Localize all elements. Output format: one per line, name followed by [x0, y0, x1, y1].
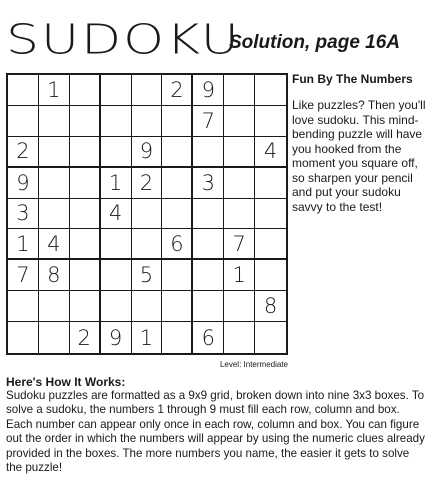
sudoku-cell: 1 [101, 168, 132, 199]
sudoku-cell [224, 75, 255, 106]
sudoku-cell [70, 75, 101, 106]
difficulty-level: Level: Intermediate [219, 360, 288, 369]
sidebar-body: Like puzzles? Then you'll love sudoku. This mind-bending puzzle will have you hooked from the moment you square off, so sharpen your pencil and put your sudoku savvy to the test! [292, 98, 426, 214]
sudoku-cell [162, 106, 193, 137]
instructions-heading: Here's How It Works: [6, 375, 126, 389]
sudoku-cell [193, 199, 224, 230]
instructions-body: Sudoku puzzles are formatted as a 9x9 grid, broken down into nine 3x3 boxes. To solve a sudoku, the numbers 1 through 9 must fill each row, column and box. Each number can appear only once in each row, column and box. You can figure out the order in which the numbers will appear by using the numeric clues already provided in the boxes. The more numbers you name, the easier it gets to solve the puzzle! [6, 389, 425, 475]
sudoku-cell: 6 [193, 322, 224, 353]
sudoku-cell [101, 137, 132, 168]
sudoku-cell [224, 106, 255, 137]
sudoku-cell: 5 [132, 260, 163, 291]
sudoku-cell [70, 199, 101, 230]
sudoku-cell: 9 [8, 168, 39, 199]
sudoku-cell [70, 229, 101, 260]
sudoku-cell [39, 199, 70, 230]
sudoku-cell [224, 199, 255, 230]
sudoku-cell: 1 [39, 75, 70, 106]
sudoku-cell [101, 260, 132, 291]
sudoku-cell: 9 [193, 75, 224, 106]
sudoku-cell [70, 137, 101, 168]
sudoku-cell [39, 291, 70, 322]
sudoku-cell [8, 106, 39, 137]
sudoku-cell [224, 322, 255, 353]
sudoku-cell [101, 75, 132, 106]
sudoku-cell [224, 291, 255, 322]
sudoku-cell [255, 168, 286, 199]
sudoku-cell: 9 [101, 322, 132, 353]
sudoku-cell: 3 [193, 168, 224, 199]
sudoku-cell [162, 291, 193, 322]
sudoku-cell: 8 [255, 291, 286, 322]
sudoku-cell [255, 229, 286, 260]
sudoku-cell: 2 [8, 137, 39, 168]
sudoku-cell [8, 322, 39, 353]
sudoku-cell: 9 [132, 137, 163, 168]
sudoku-cell: 3 [8, 199, 39, 230]
sudoku-cell: 7 [193, 106, 224, 137]
sudoku-cell [162, 260, 193, 291]
sudoku-cell: 8 [39, 260, 70, 291]
sudoku-cell [39, 322, 70, 353]
sudoku-cell [70, 168, 101, 199]
sudoku-cell [70, 106, 101, 137]
sudoku-cell [224, 168, 255, 199]
sudoku-cell: 2 [162, 75, 193, 106]
sudoku-cell: 4 [255, 137, 286, 168]
sudoku-cell [224, 137, 255, 168]
sidebar [292, 72, 426, 214]
sudoku-cell [162, 168, 193, 199]
sudoku-cell [193, 137, 224, 168]
sudoku-cell [132, 291, 163, 322]
sudoku-cell [255, 106, 286, 137]
sudoku-cell: 4 [39, 229, 70, 260]
sudoku-cell [162, 322, 193, 353]
sudoku-cell [255, 199, 286, 230]
sidebar-heading: Fun By The Numbers [292, 72, 413, 86]
sudoku-cell [39, 106, 70, 137]
puzzle-title: SUDOKU [6, 16, 241, 64]
sudoku-cell [132, 106, 163, 137]
sudoku-cell: 1 [132, 322, 163, 353]
sudoku-cell: 2 [70, 322, 101, 353]
sudoku-cell: 4 [101, 199, 132, 230]
sudoku-grid [6, 73, 288, 355]
solution-reference: Solution, page 16A [229, 32, 401, 53]
sudoku-cell: 1 [8, 229, 39, 260]
sudoku-cell: 7 [8, 260, 39, 291]
sudoku-cell: 1 [224, 260, 255, 291]
sudoku-cell [101, 106, 132, 137]
sudoku-cell [193, 291, 224, 322]
sudoku-cell: 2 [132, 168, 163, 199]
sudoku-cell [70, 291, 101, 322]
sudoku-cell [70, 260, 101, 291]
sudoku-cell [132, 199, 163, 230]
sudoku-cell [255, 75, 286, 106]
sudoku-cell [101, 291, 132, 322]
sudoku-cell [162, 199, 193, 230]
sudoku-cell [255, 260, 286, 291]
sudoku-cell [39, 168, 70, 199]
sudoku-cell [193, 229, 224, 260]
sudoku-cell: 6 [162, 229, 193, 260]
sudoku-cell [193, 260, 224, 291]
sudoku-cell [132, 75, 163, 106]
sudoku-cell [101, 229, 132, 260]
sudoku-cell [8, 291, 39, 322]
sudoku-cell [8, 75, 39, 106]
sudoku-cell [132, 229, 163, 260]
sudoku-cell [39, 137, 70, 168]
sudoku-cell [162, 137, 193, 168]
sudoku-cell: 7 [224, 229, 255, 260]
sudoku-cell [255, 322, 286, 353]
